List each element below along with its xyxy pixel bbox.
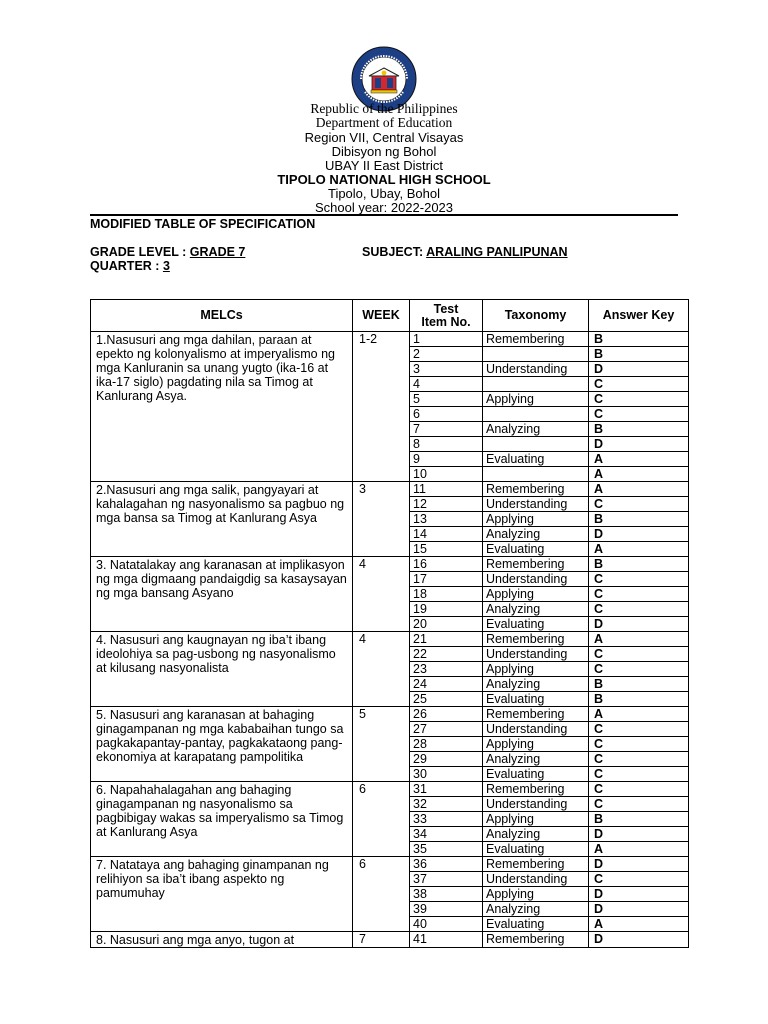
taxonomy-cell [483,467,589,482]
melc-cell: 1.Nasusuri ang mga dahilan, paraan at epekto ng kolonyalismo at imperyalismo ng mga Kanluranin sa unang yugto (ika-16 at ika-17 siglo) pagdating nila sa Timog at Kanlurang Asya. [91,332,353,482]
test-item-number-cell: 31 [410,782,483,797]
column-header-answer-key: Answer Key [589,300,689,332]
test-item-number-cell: 38 [410,887,483,902]
column-header-taxonomy: Taxonomy [483,300,589,332]
test-item-number-cell: 13 [410,512,483,527]
taxonomy-cell: Remembering [483,782,589,797]
week-cell: 6 [353,857,410,932]
test-item-number-cell: 34 [410,827,483,842]
taxonomy-cell: Analyzing [483,677,589,692]
taxonomy-cell: Applying [483,512,589,527]
taxonomy-cell: Understanding [483,497,589,512]
test-item-number-cell: 21 [410,632,483,647]
answer-key-cell: A [589,542,689,557]
test-item-number-cell: 1 [410,332,483,347]
test-item-number-cell: 24 [410,677,483,692]
week-cell: 5 [353,707,410,782]
answer-key-cell: C [589,392,689,407]
answer-key-cell: D [589,857,689,872]
taxonomy-cell: Understanding [483,797,589,812]
answer-key-cell: D [589,527,689,542]
table-row [91,557,689,572]
taxonomy-cell: Remembering [483,482,589,497]
test-item-number-cell: 35 [410,842,483,857]
column-header-test-item-no: Test Item No. [410,300,483,332]
table-row [91,857,689,872]
test-item-number-cell: 26 [410,707,483,722]
answer-key-cell: D [589,362,689,377]
test-item-number-cell: 20 [410,617,483,632]
answer-key-cell: D [589,827,689,842]
answer-key-cell: C [589,872,689,887]
test-item-number-cell: 28 [410,737,483,752]
taxonomy-cell: Evaluating [483,452,589,467]
answer-key-cell: C [589,377,689,392]
answer-key-cell: C [589,737,689,752]
taxonomy-cell: Evaluating [483,542,589,557]
answer-key-cell: D [589,932,689,948]
table-row [91,632,689,647]
week-cell: 4 [353,557,410,632]
answer-key-cell: B [589,557,689,572]
taxonomy-cell: Applying [483,737,589,752]
table-body [91,332,689,948]
test-item-number-cell: 14 [410,527,483,542]
taxonomy-cell [483,407,589,422]
taxonomy-cell: Analyzing [483,902,589,917]
answer-key-cell: C [589,752,689,767]
taxonomy-cell: Analyzing [483,827,589,842]
test-item-number-cell: 33 [410,812,483,827]
test-item-number-cell: 7 [410,422,483,437]
grade-level-label: GRADE LEVEL : [90,245,187,259]
answer-key-cell: A [589,917,689,932]
test-item-number-cell: 32 [410,797,483,812]
answer-key-cell: A [589,632,689,647]
taxonomy-cell: Understanding [483,362,589,377]
quarter-field [90,259,170,273]
melc-cell: 4. Nasusuri ang kaugnayan ng iba’t ibang ideolohiya sa pag-usbong ng nasyonalismo at kilusang nasyonalista [91,632,353,707]
answer-key-cell: C [589,767,689,782]
taxonomy-cell: Remembering [483,632,589,647]
taxonomy-cell: Applying [483,392,589,407]
answer-key-cell: C [589,572,689,587]
grade-level-field [90,245,245,259]
answer-key-cell: C [589,587,689,602]
test-item-number-cell: 9 [410,452,483,467]
week-cell: 4 [353,632,410,707]
test-item-number-cell: 18 [410,587,483,602]
answer-key-cell: D [589,437,689,452]
taxonomy-cell: Applying [483,587,589,602]
quarter-value: 3 [162,259,170,273]
subject-field [362,245,568,259]
melc-cell: 7. Natataya ang bahaging ginampanan ng relihiyon sa iba’t ibang aspekto ng pamumuhay [91,857,353,932]
taxonomy-cell: Applying [483,887,589,902]
answer-key-cell: C [589,497,689,512]
week-cell: 7 [353,932,410,948]
test-item-number-cell: 11 [410,482,483,497]
taxonomy-cell: Remembering [483,932,589,948]
taxonomy-cell: Remembering [483,332,589,347]
document-title: MODIFIED TABLE OF SPECIFICATION [90,217,316,231]
answer-key-cell: B [589,692,689,707]
answer-key-cell: A [589,842,689,857]
test-item-number-cell: 16 [410,557,483,572]
taxonomy-cell: Understanding [483,722,589,737]
week-cell: 6 [353,782,410,857]
test-item-number-cell: 6 [410,407,483,422]
test-item-number-cell: 36 [410,857,483,872]
test-item-number-cell: 10 [410,467,483,482]
taxonomy-cell [483,377,589,392]
test-item-number-cell: 27 [410,722,483,737]
answer-key-cell: B [589,332,689,347]
test-item-number-cell: 19 [410,602,483,617]
taxonomy-cell: Evaluating [483,842,589,857]
answer-key-cell: B [589,812,689,827]
taxonomy-cell: Analyzing [483,752,589,767]
answer-key-cell: B [589,422,689,437]
taxonomy-cell: Understanding [483,647,589,662]
answer-key-cell: C [589,602,689,617]
melc-cell: 6. Napahahalagahan ang bahaging ginagampanan ng nasyonalismo sa pagbibigay wakas sa imperyalismo sa Timog at Kanlurang Asya [91,782,353,857]
test-item-number-cell: 8 [410,437,483,452]
header-country: Republic of the Philippines [310,101,458,116]
taxonomy-cell: Applying [483,662,589,677]
table-row [91,782,689,797]
quarter-label: QUARTER : [90,259,160,273]
answer-key-cell: D [589,617,689,632]
answer-key-cell: B [589,677,689,692]
test-item-number-cell: 3 [410,362,483,377]
table-row [91,932,689,948]
test-item-number-cell: 40 [410,917,483,932]
answer-key-cell: B [589,347,689,362]
taxonomy-cell: Remembering [483,857,589,872]
melc-cell: 5. Nasusuri ang karanasan at bahaging ginagampanan ng mga kababaihan tungo sa pagkakapantay-pantay, pagkakataong pang-ekonomiya at karapatang pampolitika [91,707,353,782]
test-item-number-cell: 5 [410,392,483,407]
taxonomy-cell: Analyzing [483,602,589,617]
melc-cell: 3. Natatalakay ang karanasan at implikasyon ng mga digmaang pandaigdig sa kasaysayan ng mga bansang Asyano [91,557,353,632]
answer-key-cell: D [589,887,689,902]
answer-key-cell: C [589,662,689,677]
test-item-number-cell: 29 [410,752,483,767]
table-header-row [91,300,689,332]
header-address: Tipolo, Ubay, Bohol [327,186,440,201]
subject-label: SUBJECT: [362,245,424,259]
subject-value: ARALING PANLIPUNAN [426,245,568,259]
answer-key-cell: C [589,407,689,422]
header-school-name: TIPOLO NATIONAL HIGH SCHOOL [277,172,491,187]
answer-key-cell: D [589,902,689,917]
header-school-year: School year: 2022-2023 [314,200,454,215]
header-department: Department of Education [315,115,453,130]
taxonomy-cell: Remembering [483,707,589,722]
header-region: Region VII, Central Visayas [304,130,464,145]
taxonomy-cell: Applying [483,812,589,827]
table-row [91,707,689,722]
taxonomy-cell: Analyzing [483,422,589,437]
taxonomy-cell: Evaluating [483,617,589,632]
test-item-number-cell: 15 [410,542,483,557]
answer-key-cell: C [589,797,689,812]
melc-cell: 2.Nasusuri ang mga salik, pangyayari at kahalagahan ng nasyonalismo sa pagbuo ng mga bansa sa Timog at Kanlurang Asya [91,482,353,557]
taxonomy-cell: Analyzing [483,527,589,542]
answer-key-cell: C [589,722,689,737]
taxonomy-cell: Evaluating [483,917,589,932]
answer-key-cell: C [589,647,689,662]
header-district: UBAY II East District [325,158,443,173]
answer-key-cell: B [589,512,689,527]
test-item-number-cell: 17 [410,572,483,587]
test-item-number-cell: 30 [410,767,483,782]
answer-key-cell: C [589,782,689,797]
taxonomy-cell: Evaluating [483,692,589,707]
week-cell: 1-2 [353,332,410,482]
test-item-number-cell: 23 [410,662,483,677]
melc-cell: 8. Nasusuri ang mga anyo, tugon at [91,932,353,948]
week-cell: 3 [353,482,410,557]
taxonomy-cell: Understanding [483,872,589,887]
taxonomy-cell: Evaluating [483,767,589,782]
test-item-number-cell: 4 [410,377,483,392]
taxonomy-cell: Understanding [483,572,589,587]
answer-key-cell: A [589,467,689,482]
table-row [91,482,689,497]
grade-level-value: GRADE 7 [189,245,246,259]
answer-key-cell: A [589,707,689,722]
taxonomy-cell [483,437,589,452]
table-row [91,332,689,347]
test-item-number-cell: 22 [410,647,483,662]
test-item-number-cell: 25 [410,692,483,707]
test-item-number-cell: 39 [410,902,483,917]
test-item-number-cell: 2 [410,347,483,362]
column-header-week: WEEK [353,300,410,332]
specification-table [90,299,689,948]
answer-key-cell: A [589,482,689,497]
taxonomy-cell: Remembering [483,557,589,572]
column-header-melcs: MELCs [91,300,353,332]
header-divider [90,214,678,216]
test-item-number-cell: 41 [410,932,483,948]
test-item-number-cell: 37 [410,872,483,887]
taxonomy-cell [483,347,589,362]
header-division: Dibisyon ng Bohol [331,144,437,159]
test-item-number-cell: 12 [410,497,483,512]
answer-key-cell: A [589,452,689,467]
